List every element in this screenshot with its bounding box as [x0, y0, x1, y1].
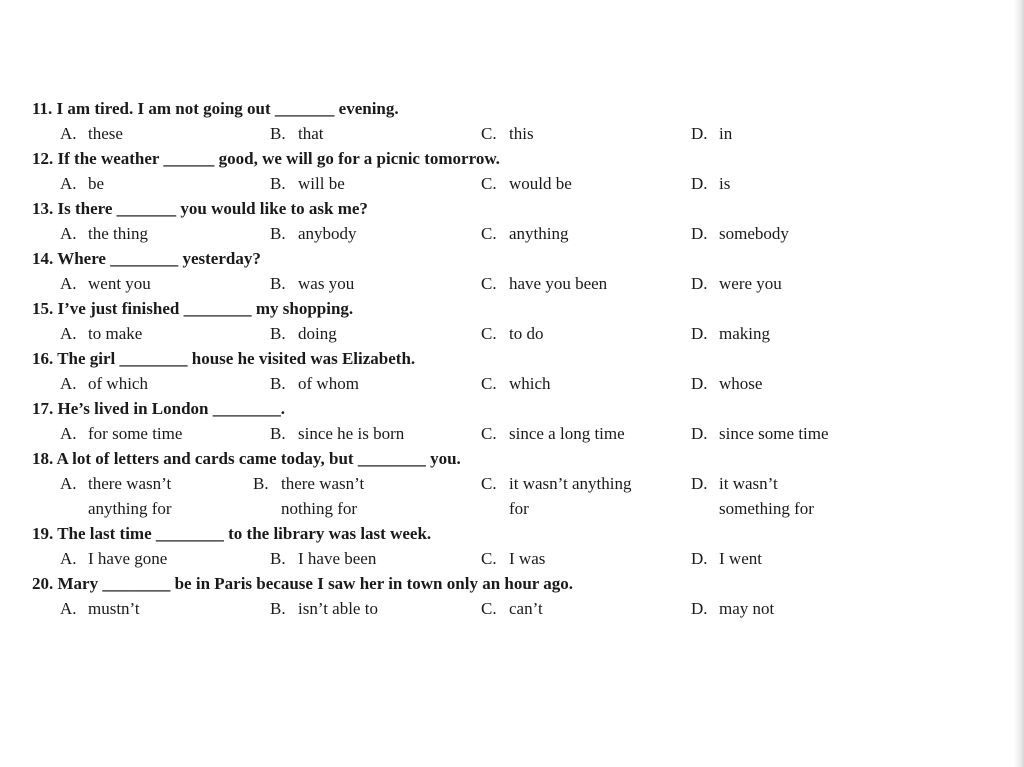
- slide-edge: [1014, 0, 1024, 767]
- option-row: [32, 371, 972, 396]
- option-d: D. were you: [691, 274, 782, 293]
- option-b: B. there wasn’t nothing for: [253, 474, 365, 518]
- option-c: C. I was: [481, 549, 546, 568]
- option-a: A. the thing: [60, 224, 148, 243]
- option-b: B. will be: [270, 174, 345, 193]
- option-row: [32, 171, 972, 196]
- option-c: C. this: [481, 124, 534, 143]
- option-d: D. I went: [691, 549, 762, 568]
- question-stem: 15. I’ve just finished ________ my shopping.: [32, 299, 354, 318]
- option-c: C. which: [481, 374, 551, 393]
- option-d: D. since some time: [691, 424, 829, 443]
- option-a: A. mustn’t: [60, 599, 140, 618]
- question-stem: 17. He’s lived in London ________.: [32, 399, 285, 418]
- option-row: [32, 471, 972, 521]
- option-a: A. be: [60, 174, 105, 193]
- option-row: [32, 321, 972, 346]
- question-stem: 20. Mary ________ be in Paris because I saw her in town only an hour ago.: [32, 574, 574, 593]
- option-c: C. have you been: [481, 274, 608, 293]
- option-b: B. was you: [270, 274, 355, 293]
- option-row: [32, 596, 972, 621]
- option-row: [32, 271, 972, 296]
- option-b: B. of whom: [270, 374, 359, 393]
- option-a: A. went you: [60, 274, 151, 293]
- option-b: B. since he is born: [270, 424, 405, 443]
- question-stem: 12. If the weather ______ good, we will go for a picnic tomorrow.: [32, 149, 500, 168]
- option-b: B. that: [270, 124, 324, 143]
- exercise-sheet: [32, 96, 972, 621]
- option-c: C. it wasn’t anything for: [481, 474, 632, 518]
- option-b: B. doing: [270, 324, 337, 343]
- option-d: D. may not: [691, 599, 775, 618]
- option-d: D. is: [691, 174, 731, 193]
- option-b: B. I have been: [270, 549, 377, 568]
- option-c: C. since a long time: [481, 424, 625, 443]
- option-row: [32, 546, 972, 571]
- question-stem: 18. A lot of letters and cards came today, but ________ you.: [32, 449, 461, 468]
- option-a: A. of which: [60, 374, 148, 393]
- option-d: D. making: [691, 324, 770, 343]
- option-a: A. these: [60, 124, 123, 143]
- option-b: B. isn’t able to: [270, 599, 378, 618]
- option-c: C. anything: [481, 224, 569, 243]
- option-a: A. there wasn’t anything for: [60, 474, 172, 518]
- option-d: D. whose: [691, 374, 763, 393]
- option-row: [32, 221, 972, 246]
- option-c: C. would be: [481, 174, 572, 193]
- option-b: B. anybody: [270, 224, 357, 243]
- option-a: A. I have gone: [60, 549, 168, 568]
- option-d: D. somebody: [691, 224, 789, 243]
- option-a: A. to make: [60, 324, 143, 343]
- question-stem: 14. Where ________ yesterday?: [32, 249, 261, 268]
- question-stem: 16. The girl ________ house he visited was Elizabeth.: [32, 349, 416, 368]
- option-c: C. can’t: [481, 599, 543, 618]
- option-c: C. to do: [481, 324, 544, 343]
- option-d: D. it wasn’t something for: [691, 474, 814, 518]
- option-row: [32, 121, 972, 146]
- question-stem: 19. The last time ________ to the library was last week.: [32, 524, 432, 543]
- option-d: D. in: [691, 124, 733, 143]
- question-stem: 13. Is there _______ you would like to ask me?: [32, 199, 368, 218]
- question-stem: 11. I am tired. I am not going out _______ evening.: [32, 99, 399, 118]
- option-row: [32, 421, 972, 446]
- option-a: A. for some time: [60, 424, 183, 443]
